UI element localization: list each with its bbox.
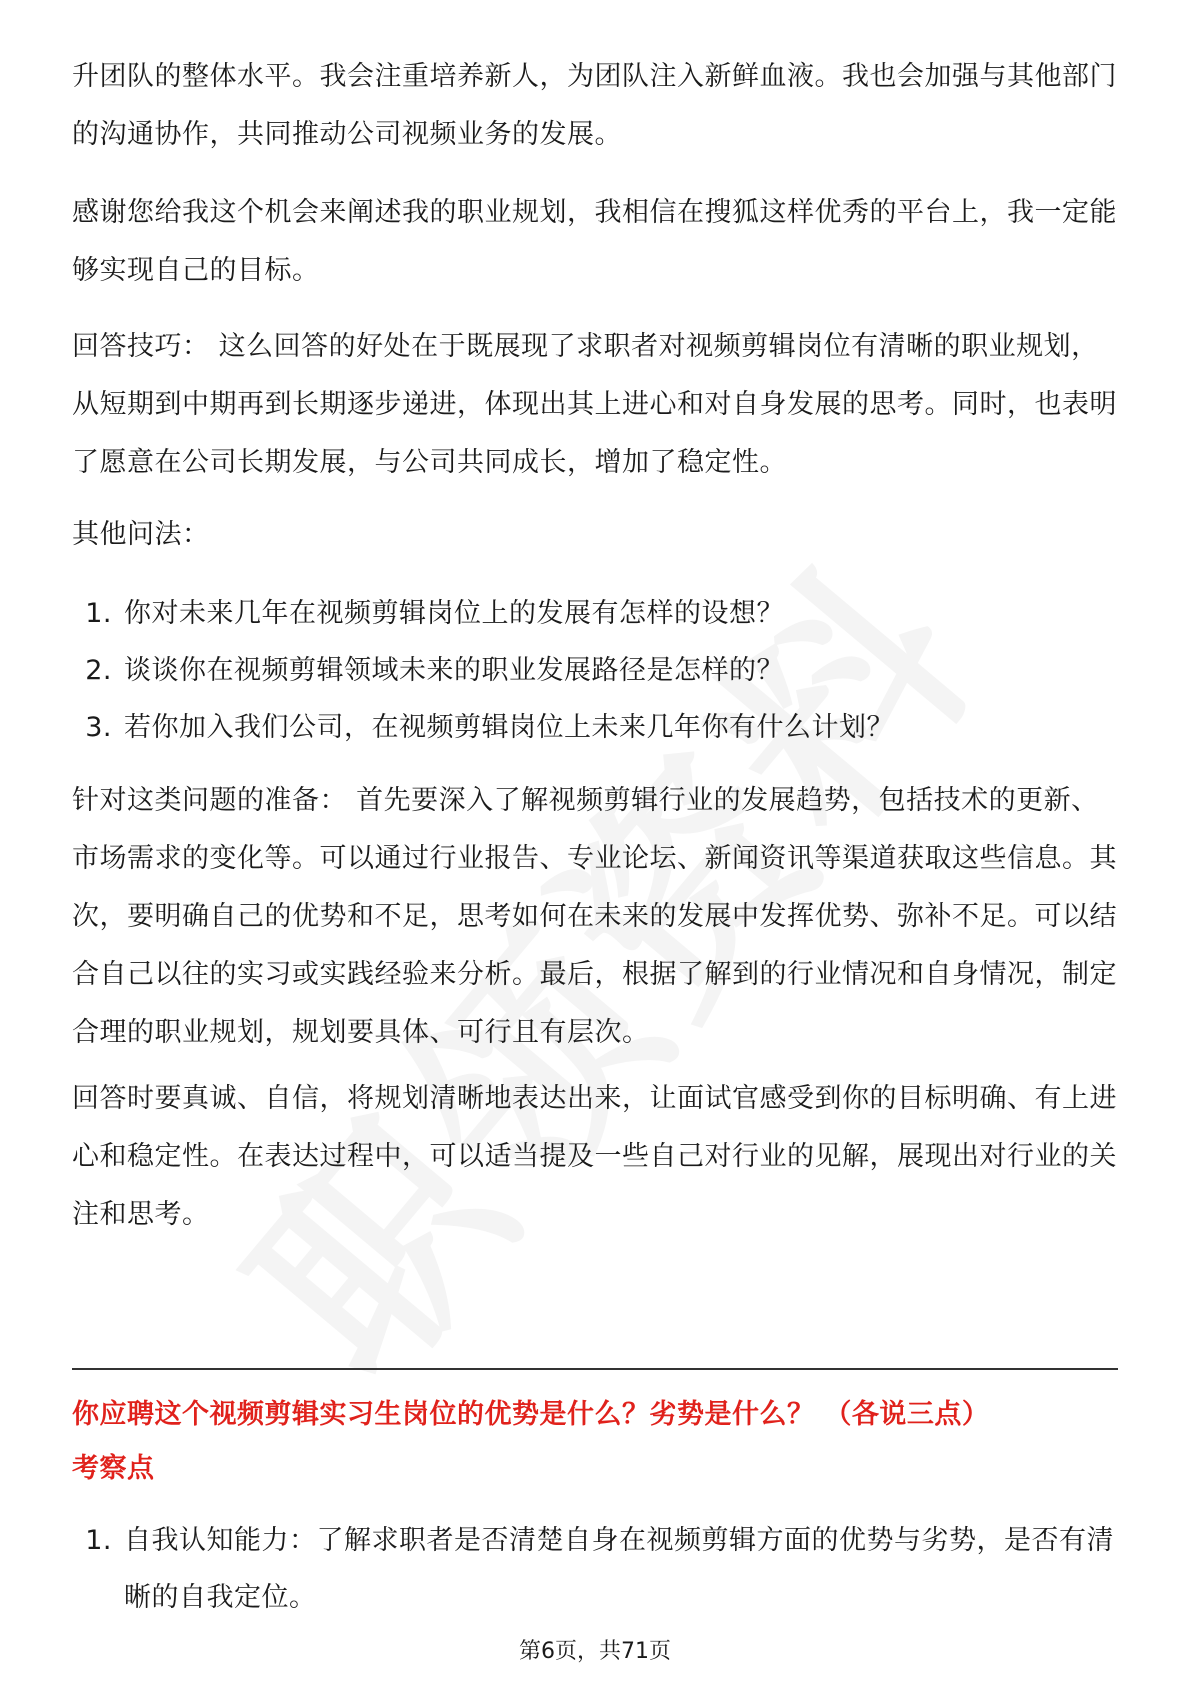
other-questions-list xyxy=(72,585,1118,756)
list-number: 1. xyxy=(85,598,112,629)
question-title: 你应聘这个视频剪辑实习生岗位的优势是什么？劣势是什么？ （各说三点） xyxy=(72,1399,990,1430)
paragraph-answer-tips: 回答技巧： 这么回答的好处在于既展现了求职者对视频剪辑岗位有清晰的职业规划，从短期到中期再到长期逐步递进，体现出其上进心和对自身发展的思考。同时，也表明了愿意在公司长期发展，与公司共同成长，增加了稳定性。 xyxy=(72,331,1117,478)
paragraph-answer-attitude: 回答时要真诚、自信，将规划清晰地表达出来，让面试官感受到你的目标明确、有上进心和稳定性。在表达过程中，可以适当提及一些自己对行业的见解，展现出对行业的关注和思考。 xyxy=(72,1083,1117,1230)
paragraph-preparation: 针对这类问题的准备： 首先要深入了解视频剪辑行业的发展趋势，包括技术的更新、市场需求的变化等。可以通过行业报告、专业论坛、新闻资讯等渠道获取这些信息。其次，要明确自己的优势和不足，思考如何在未来的发展中发挥优势、弥补不足。可以结合自己以往的实习或实践经验来分析。最后，根据了解到的行业情况和自身情况，制定合理的职业规划，规划要具体、可行且有层次。 xyxy=(72,785,1117,1048)
list-number: 1. xyxy=(85,1525,112,1556)
other-questions-heading: 其他问法： xyxy=(72,519,210,550)
list-item xyxy=(72,699,1118,756)
page-footer xyxy=(0,1634,1190,1665)
list-text: 你对未来几年在视频剪辑岗位上的发展有怎样的设想？ xyxy=(124,598,784,629)
assessment-points-list xyxy=(72,1512,1118,1626)
list-number: 2. xyxy=(85,655,112,686)
section-divider xyxy=(72,1368,1118,1370)
list-text: 若你加入我们公司，在视频剪辑岗位上未来几年你有什么计划？ xyxy=(124,712,894,743)
page-number: 第6页，共71页 xyxy=(519,1639,671,1664)
paragraph-team-development: 升团队的整体水平。我会注重培养新人，为团队注入新鲜血液。我也会加强与其他部门的沟通协作，共同推动公司视频业务的发展。 xyxy=(72,61,1117,150)
list-item xyxy=(72,642,1118,699)
list-text: 谈谈你在视频剪辑领域未来的职业发展路径是怎样的？ xyxy=(124,655,784,686)
list-item xyxy=(72,585,1118,642)
list-text: 自我认知能力：了解求职者是否清楚自身在视频剪辑方面的优势与劣势，是否有清晰的自我定位。 xyxy=(124,1525,1114,1613)
paragraph-thanks: 感谢您给我这个机会来阐述我的职业规划，我相信在搜狐这样优秀的平台上，我一定能够实现自己的目标。 xyxy=(72,197,1117,286)
assessment-label: 考察点 xyxy=(72,1453,155,1484)
list-number: 3. xyxy=(85,712,112,743)
list-item xyxy=(72,1512,1118,1626)
